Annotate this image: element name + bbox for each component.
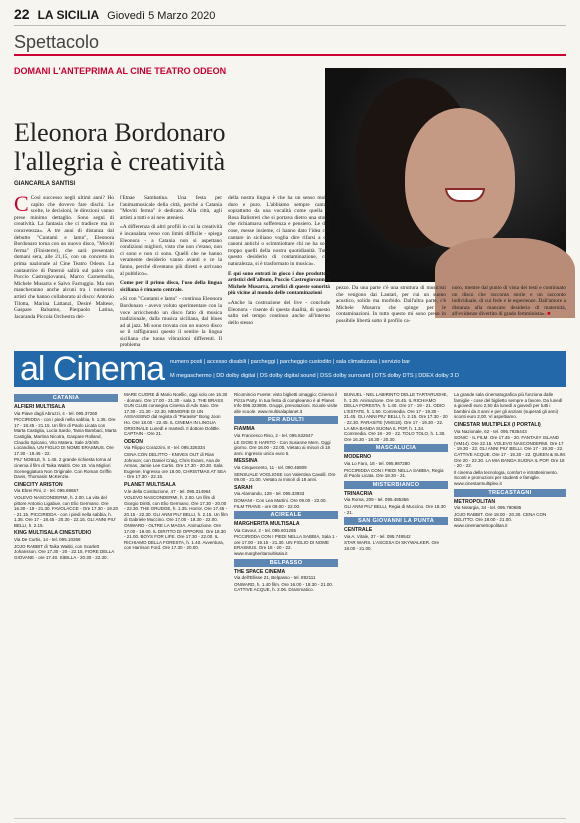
venue-films: BUNUEL - NEL LABIRINTO DELLE TARTARUGHE, h. 1.26. Animazione. Ore 16.45. IL RICHIAMO DELLA FORESTA, h. 1.40. Ore 17 - 19 - 21. ODIO L'ESTATE, h. 1.50. Commedia. Ore 17 - 19.30 - 21.45. GLI ANNI PIU' BELLI, h. 2.15. Ore 17.30 - 20 - 22.30. PARASITE (VMS18). Ore 17 - 19.30 - 22. LA MIA BANDA SUONA IL POP, h. 1.34. Commedia. Ore 18 - 20 - 22. TOLO TOLO, h. 1.30. Ore 16.30 - 18.30 - 20.30.: [344, 392, 448, 442]
venue-name: MODERNO: [344, 454, 372, 461]
listings-column-5: [454, 392, 566, 817]
article-kicker: DOMANI L'ANTEPRIMA AL CINE TEATRO ODEON: [14, 66, 227, 76]
page-number: 22: [14, 6, 30, 22]
legend-row-1: numero posti | accesso disabili | parcheggi | parcheggio custodito | sala climatizzata | servizio bar: [170, 359, 411, 365]
drop-cap: C: [14, 191, 29, 216]
city-header: MISTERBIANCO: [344, 481, 448, 489]
city-header: MASCALUCIA: [344, 444, 448, 452]
venue-address: Via Cinquecento, 11 - tel. 090.46809: [234, 464, 307, 470]
venue-address: Via A. Vitale, 37 - tel. 095.749542: [344, 533, 411, 539]
venue-address: Via Filippo Corazzini, 8 - tel. 095.326334: [124, 445, 205, 451]
venue-name: SARAH: [234, 484, 253, 491]
venue-films: SONIC - IL FILM. Ore 17.45 - 20. FANTASY ISLAND (VM14). Ore 22.15. VOLEVO NASCONDERMI. Ore 17 - 19.30 - 22. GLI ANNI PIU' BELLI. Ore 17 - 19.30 - 22. CATTIVE ACQUE. Ore 17 - 19.30 - 22. QUEEN & SLIM. Ore 20 - 22.30. LA MIA BANDA SUONA IL POP. Ore 18 - 20 - 22.: [454, 435, 566, 469]
article-text: «A differenza di altri profili in cui la creatività è incanalata verso con limiti difficile - spiega Eleonora - a Catania non si aspettano condizioni migliori, visto che non c'erano, non ci sono e non ci sono. Quelli che ne hanno veramente desiderio vanno avanti e ce la fanno, perché diventano più diretti e arrivano al pubblico».: [120, 224, 222, 277]
venue-films: GLI ANNI PIU' BELLI, Regia di Muccino. Ore 18.30 - 21.: [344, 503, 446, 515]
venue-address: Via Alamandu, 128 - tel. 095.33933: [234, 491, 305, 497]
listings-column-4: [344, 392, 448, 817]
article-text: pezzo. Da una parte c'è una struttura di musicisti che vengono dai Lautari, per cui un suono acustico, solido ma morbido. Dall'altra parte, c'è Michele Musarra che spinge per le contaminazioni. In tutto questo mi sono preso in possibile libertà sotto il profilo ca-: [336, 285, 446, 324]
article-column-4: [336, 285, 446, 345]
venue-films: SENSUALE VOGLIOSE con Valentina Cavalli. Ore 09.00 - 21.00. Vietato ai minori di 18 anni.: [234, 471, 336, 483]
article-column-5: [452, 285, 566, 345]
venue-films: PICCIRIDDA CON I PIEDI NELLA SABBIA, Regia di Paolo Licata. Ore 18.30 - 21.: [344, 467, 444, 479]
venue-films: JOJO RABBIT di Taika Waititi, con Scarlett Johansson. Ore 17.30 - 20 - 22.15. FIORE DELLA GIOVANE - ore 17.40. SIBILLA - 20.30 - 22.30.: [14, 543, 115, 560]
venue-name: FIAMMA: [234, 426, 255, 433]
city-header: PER ADULTI: [234, 416, 338, 424]
venue-films: VOLEVO NASCONDERMI, h. 2.00. Un film di Giorgio Diritti, con Elio Germano. Ore 17.30 - 20.00 - 22.30. THE GRUDGE, h. 1.35. Horror. Ore 17.45 - 20.15 - 22.30. GLI ANNI PIU' BELLI, h. 2.15. Un film di Gabriele Muccino. Ore 17.00 - 19.30 - 22.00. ONWARD - OLTRE LA MAGIA. Animazione. Ore 17.00 - 19.00. IL DIRITTO DI OPPORSI. Ore 18.30 - 21.00. BOYS FOR LIFE. Ore 17.30 - 22.00. IL RICHIAMO DELLA FORESTA, h. 1.40. Avventura, con Harrison Ford. Ore 17.30 - 20.00.: [124, 495, 228, 551]
photo-face: [405, 108, 515, 248]
venue-films: ONWARD, h. 1.40 film. Ore 16.00 - 18.30 - 21.00. CATTIVE ACQUE, h. 2.06. Drammatico.: [234, 581, 334, 593]
city-header: SAN GIOVANNI LA PUNTA: [344, 517, 448, 525]
venue-address: Via Lo Faro, 18 - tel. 095.987280: [344, 460, 410, 466]
city-header: TRECASTAGNI: [454, 489, 566, 497]
cinema-legend: [170, 355, 564, 383]
venue-films: Il cinema della tecnologia, comfort e intrattenimento. Sconti e promozioni per studenti e famiglie. www.cinestarmultiplex.it: [454, 469, 559, 486]
venue-films: DOMANI - Con Lea Martini. Ore 09.00 - 22.00. FILM TRANS - ore 09.00 - 22.00.: [234, 497, 327, 509]
article-column-3: [228, 195, 330, 345]
venue-name: CINESTAR MULTIPLEX (I PORTALI): [454, 421, 541, 428]
venue-name: TRINACRIA: [344, 490, 373, 497]
article-column-2: [120, 195, 222, 349]
venue-name: MARGHERITA MULTISALA: [234, 521, 300, 528]
listings-column-3: [234, 392, 338, 817]
venue-films: Ricomincio Fuerte: visto biglietti omaggio; Cinema il Pizza Party. In tua festa di compleanno è al Planet. Info 095.323806. Gruppi, prenotazioni. Scuole visite alle scuole. www.multisalaplanet.it: [234, 392, 338, 414]
venue-films: LE GIOIE E HARITO - Con Susanne Mern. Oggi giorno. Ore 16.00 - 22.00. Vietato ai minori di 18 anni. Ingresso unico euro 5.: [234, 439, 331, 456]
listings-column-2: [124, 392, 228, 817]
venue-films: PICCIRIDDA - con i piedi nella sabbia, h. 1.35. Ore 17 - 18.45 - 21.15. Un film di Paolo Licata con Marta Castiglia, Lucia Sardo, Tania Bambaci, Marta Castiglia, Martina Nicotra, Gaspare Rolland, Claudio Spicano, Vito Matera. Sale 2/3/4/5 Locandina, UN FIGLIO DI NOME ERASMUS. Ore 17.30 - 19.45 - 22.: [14, 417, 117, 456]
venue-address: Via Notargia, 34 - tel. 095.780685: [454, 505, 522, 511]
issue-date: Giovedì 5 Marzo 2020: [107, 10, 216, 22]
venue-address: Via Ebrei Pini, 2 - tel. 095.69657: [14, 488, 79, 494]
venue-films: PICCIRIDDA CON I PIEDI NELLA SABBIA, Sala 1 - ore 17.00 - 19.15 - 21.30. UN FIGLIO DI NOME ERASMUS. Ore 18 - 20 - 22. www.margheritamultisala.it: [234, 534, 338, 557]
article-text: «Anche la costruzione del live - conclude Eleonora - risente di questa dualità, di questo salto nel tempo continuo anche all'interno dello stesso: [228, 299, 330, 326]
venue-name: CINECITY ARISTON: [14, 481, 63, 488]
venue-name: CENTRALE: [344, 527, 373, 534]
venue-films: CENA CON DELITTO - KNIVES OUT di Rian Johnson; con Daniel Craig, Chris Evans, Ana de Armas, Jamie Lee Curtis. Ore 17.30 - 20.30. Sala Eugenie, Ingresso ore 18.00, CHRISTMAS AT SEA - Ore 17.30 - 22.15.: [124, 451, 226, 480]
headline-line-2: l'allegria è creatività: [14, 147, 226, 176]
article-text: noro, mentre dal punto di vista dei testi e continuato un disco che racconta storie e un racconto individuale, di cui fede e le esperienze. Dall'amore a distanza alla mancato desiderio di maternità, all'evidenze divertito di grado femminista».: [452, 285, 566, 318]
venue-films: JOJO RABBIT. Ore 18.00 - 20.30. CENA CON DELITTO. Ore 18.00 - 21.00. www.cinemametropolitan.it: [454, 511, 547, 528]
masthead: [14, 6, 566, 26]
article-subhead: E qui sono entrati in gioco i due produttori artistici dell'album, Puccio Castrogiovanni e Michele Musarra, artefici di queste sonorità più vicine al mondo delle contaminazioni: [228, 270, 330, 297]
listings-column-1: [14, 392, 118, 817]
sidebar-text: La grande sala cinematografica più funziona dalle famiglie - cose del biglietto sempre a favore. Da lunedì a giovedì euro 2,50 da lunedì a giovedì per tutti i bambini da 3 anni e per gli anziani (superati gli anni) sconti euro 2,00. Vi aspettiamo.: [454, 392, 563, 420]
page-footer-rule: [14, 818, 566, 819]
article-column-1: [14, 191, 114, 345]
article-headline: [14, 118, 334, 176]
article-text: l'Etnae Sambatina. Una festa per l'animamusicale della città, perché a Catania "Moviti ferma" è dedicato. Alla città, agli artisti a tutti e ai new ateniesi.: [120, 195, 222, 221]
venue-name: ALFIERI MULTISALA: [14, 404, 66, 410]
article-text: della nostra lingua è che ha un senso molto duro e puro. L'abbiamo sempre cantata soprattutto da una vocalità come quella di Rosa Balistreri che si portava dietro una storia che richiamava sofferenza e pensiero. Le due cose, messe insieme, ci hanno dato l'idea che cantare in siciliano voglia dire rifarsi a dei canoni antichi o scimmiottare chi ne ha sono troppo quelli della nostra quotidianità. Tutto questo desiderio di contaminazione, con naturalezza, si è trasformato in musica».: [228, 195, 330, 267]
venue-films: MARE CUORE di Mario Noellic, oggi solo ore 16.30 - domani. Ore 17.00 - 21.30 - sala 2. THE BRASS GUN CLUB consegna Cinema di Adv Saio. Ore 17.30 - 21.30 - 22.30. MEMORIE DI UN ASSASSINO dal regista di "Parasite" Bong Joon Ho. Ore 18.00 - 22.45. IL CINEMA IN LINGUA ORIGINALE Lunedì e martedì. Il dottore Dolittle. CAPTAIN - Ore 21.: [124, 392, 228, 437]
venue-address: V.le della Costituzione, 47 - tel. 095.314964: [124, 488, 211, 494]
venue-films: STAR WARS. L'ASCESA DI SKYWALKER. Ore 18.00 - 21.00.: [344, 540, 439, 551]
venue-name: THE SPACE CINEMA: [234, 568, 286, 575]
venue-address: Via Nazionale, 62 - tel. 095.7935443: [454, 428, 527, 434]
article-subhead: Come per il primo disco, l'uso della lingua siciliana è rimasto centrale.: [120, 280, 222, 293]
cinema-title: al Cinema: [20, 350, 165, 388]
cinema-banner: [14, 351, 566, 387]
city-header: CATANIA: [14, 394, 118, 402]
venue-address: Via Francesco Riso, 2 - tel. 095.532647: [234, 432, 313, 438]
newspaper-name: LA SICILIA: [37, 8, 100, 22]
venue-name: ODEON: [124, 438, 144, 445]
article-photo: [325, 68, 566, 282]
end-mark-icon: ■: [547, 311, 551, 318]
section-title: Spettacolo: [14, 26, 566, 56]
byline: GIANCARLA SANTISI: [14, 181, 76, 187]
venue-address: Via Roma, 209 - tel. 095.485366: [344, 497, 409, 503]
venue-address: Via De Curtis, 14 - tel. 095.10268: [14, 537, 81, 543]
venue-films: PIU' NOBILE, h. 1.45. 2 grande richiesta torna al cinema il film di Taika Waititi. Ore 18. Via Migliori Sceneggiatura Non Originale. Con Roman Griffin Davis, Thomasin McKenzie.: [14, 457, 112, 480]
headline-line-1: Eleonora Bordonaro: [14, 118, 226, 147]
venue-address: Via dell'Ellisse 21, Belpasso - tel. 892111: [234, 575, 316, 581]
city-header: ACIREALE: [234, 511, 338, 519]
venue-address: Via Piave dagli Abruzzi, 4 - tel. 095.37260: [14, 410, 98, 416]
legend-row-2: M megaschermo | DD dolby digital | DS dolby digital sound | DSS dolby surround | DTS dolby DTS | DDEX dolby 3 D: [170, 373, 459, 379]
venue-address: Via Cavour, 2 - tel. 095.601265: [234, 527, 296, 533]
venue-name: MESSINA: [234, 458, 258, 465]
venue-name: PLANET MULTISALA: [124, 481, 176, 488]
city-header: BELPASSO: [234, 559, 338, 567]
venue-name: METROPOLITAN: [454, 498, 496, 505]
venue-films: VOLEVO NASCONDERMI, h. 2.00. La vita del pittore Antonio Ligabue, con Elio Germano. Ore 16.30 - 19 - 21.30. FAVOLACCE - Ore 17.30 - 19.20 - 21.15. PICCIRIDDA - con i piedi nella sabbia, h. 1.35. Ore 17 - 18.45 - 20.30 - 22.15. GLI ANNI PIU' BELLI, h. 2.15.: [14, 494, 118, 528]
article-text: «Si con "Cuntami e lamu" - continua Eleonora Bordonaro - avevo voluto sperimentare con la voce arricchendo un disco fatto di musica tradizionale, dalla musica siciliana, dal blues ad al jazz. Mi sono trovata con un nuovo disco se il raffigurassi questo il sentire la lingua siciliana che tuona vibrazioni differenti. Il problema: [120, 296, 222, 349]
article-text: Così successo negli ultimi anni? Ho capito che dovevo fare dischi. Le scelte, le decisioni, le direzioni vanno prese minimo dettaglio. Sono segni di creatività. La fantasia che ci tradisce ma in concretezza». A tre anni di distanza dal debutto "Cuntami e lamu", Eleonora Bordonaro torna con un nuovo disco, "Moviti ferma" (Finisterre), che sarà presentato domani sera, alle 21,15, con un concerto in prima nazionale al Cine Teatro Odeon. La cantautrice di Paternò salirà sul palco con Puccio Castrogiovanni, Marco Carnemolla, Michele Musarra e Salvo Farruggio. Ma non mancheranno anche alcuni tra i numerosi artisti che hanno collaborato al disco: Antonio Tilotta, Marina Lattanzi, Desiré Maltese, Gaspare Balsamo, Pierpaolo Latina, Jacaranda Piccola Orchestra del-: [14, 195, 114, 320]
venue-name: KING MULTISALA CINESTUDIO: [14, 530, 92, 537]
